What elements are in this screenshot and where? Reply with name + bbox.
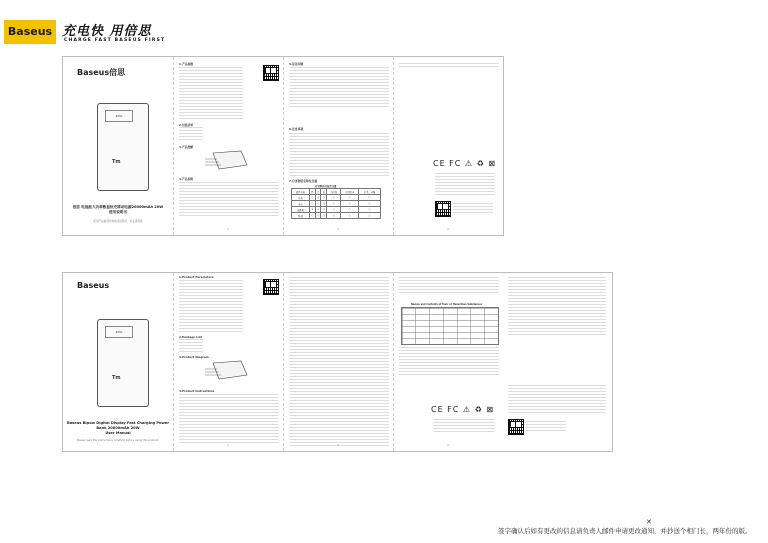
- table-header-cell: 部件名称: [292, 189, 310, 195]
- cover-subtitle: 使用产品前请仔细阅读说明书，并妥善保管: [93, 220, 143, 223]
- brand-subslogan: CHARGE FAST BASEUS FIRST: [64, 38, 166, 43]
- section-heading: 2.包装清单: [179, 123, 194, 127]
- table-cell: ○: [317, 208, 320, 211]
- approval-note: 签字确认后如有更改的信息请负责人邮件申请更改通知，并抄送个相门长，两年份的版。: [498, 527, 752, 535]
- qr-code-icon: [435, 201, 451, 217]
- certification-marks: CE FC ⚠ ♻ ⊠: [431, 405, 495, 414]
- section-heading: 6.注意事项: [289, 127, 304, 131]
- contact-info: [526, 421, 566, 433]
- fold-line: [393, 273, 394, 451]
- table-header-cell: 六价铬: [327, 189, 341, 195]
- table-cell: ○: [322, 208, 325, 211]
- company-info: [433, 419, 495, 433]
- table-row: [292, 213, 381, 219]
- manual-sheet-english-back: [502, 272, 613, 452]
- section-heading: 3.产品图解: [179, 145, 194, 149]
- brand-logo: Baseus: [4, 20, 56, 44]
- table-cell: ○: [311, 196, 314, 199]
- fold-line: [173, 273, 174, 451]
- table-header-cell: 多溴联苯: [341, 189, 359, 195]
- table-cell: 外壳: [292, 195, 310, 201]
- section-heading: 4.Product Instructions: [179, 389, 215, 393]
- table-cell: ○: [327, 207, 341, 213]
- manual-sheet-english: [62, 272, 504, 452]
- table-cell: ○: [359, 201, 381, 207]
- section-heading: 2.Package List: [179, 335, 202, 339]
- product-diagram: [203, 149, 251, 173]
- cover-title-line2: User Manual: [105, 431, 131, 435]
- notes-text: [399, 63, 499, 69]
- device-screen: 20%: [105, 326, 133, 338]
- table-header-cell: 汞: [316, 190, 320, 194]
- table-cell: 电路板: [292, 207, 310, 213]
- page-number: 2: [337, 443, 339, 447]
- table-header-cell: 镉: [322, 190, 326, 194]
- table-header-cell: 铅: [311, 190, 314, 194]
- contact-info: [453, 203, 493, 215]
- crop-mark-icon: ✕: [646, 518, 652, 526]
- cover-title-line1: Baseus Bipow Digital Display Fast Charging Power Bank 20000mAh 20W: [67, 421, 169, 430]
- table-cell: ○: [341, 207, 359, 213]
- product-diagram: [203, 359, 251, 383]
- power-bank-illustration: [97, 103, 149, 191]
- hazardous-substances-table: [401, 307, 499, 345]
- package-list: [179, 339, 203, 353]
- table-cell: ○: [359, 195, 381, 201]
- parameter-list: [179, 280, 243, 332]
- table-cell: ○: [317, 196, 320, 199]
- page-number: 3: [447, 443, 449, 447]
- company-info: [508, 385, 606, 413]
- table-cell: ○: [341, 201, 359, 207]
- section-heading: 4.产品说明: [179, 177, 194, 181]
- table-cell: ○: [322, 214, 325, 217]
- table-cell: 电芯: [292, 201, 310, 207]
- section-heading: 3.Product Diagram: [179, 355, 209, 359]
- table-title: 有害物质名称及含量: [315, 185, 337, 188]
- precautions-text: [289, 133, 389, 177]
- table-cell: ○: [327, 201, 341, 207]
- instructions-text: [179, 394, 279, 444]
- device-screen: 20%: [105, 110, 133, 122]
- table-cell: ○: [341, 195, 359, 201]
- table-cell: ○: [327, 213, 341, 219]
- table-cell: ○: [317, 202, 320, 205]
- table-cell: ○: [322, 202, 325, 205]
- qr-code-icon: [508, 419, 524, 435]
- parameter-list: [179, 67, 243, 119]
- table-title: Names and Contents of Toxic or Hazardous Substances: [411, 303, 483, 306]
- table-cell: ○: [359, 213, 381, 219]
- section-heading: 1.Product Parameters: [179, 275, 214, 279]
- hazard-intro-text: [399, 277, 499, 295]
- cover-title-line2: 使用说明书: [109, 210, 127, 214]
- fold-line: [283, 273, 284, 451]
- table-cell: ○: [311, 202, 314, 205]
- fold-line: [283, 57, 284, 235]
- cover-subtitle: Please read the instructions carefully before using this product.: [76, 439, 160, 442]
- company-info: [435, 173, 495, 197]
- faq-text: [289, 277, 389, 447]
- table-cell: ○: [322, 196, 325, 199]
- fold-line: [173, 57, 174, 235]
- table-cell: ○: [327, 195, 341, 201]
- cover-title-line1: 倍思 电池能大功率数显快充移动电源20000mAh 20W: [72, 205, 164, 209]
- hazard-notes-text: [399, 347, 499, 377]
- cover-brand: Baseus: [77, 281, 110, 290]
- device-badge: Tm: [112, 159, 121, 165]
- page-number: 2: [337, 227, 339, 231]
- page-number: 1: [227, 227, 229, 231]
- power-bank-illustration: [97, 319, 149, 407]
- package-list: [179, 127, 203, 141]
- page-number: 3: [447, 227, 449, 231]
- table-cell: ○: [311, 214, 314, 217]
- section-heading: 1.产品参数: [179, 62, 194, 66]
- cover-title: [67, 421, 169, 436]
- qr-code-icon: [263, 65, 279, 81]
- hazardous-substances-table: [291, 188, 381, 219]
- cover-brand: Baseus倍思: [77, 68, 126, 77]
- fold-line: [393, 57, 394, 235]
- table-header-cell: 多溴二苯醚: [359, 189, 381, 195]
- certification-marks: CE FC ⚠ ♻ ⊠: [433, 159, 497, 168]
- table-cell: 线材: [292, 213, 310, 219]
- manual-sheet-chinese: [62, 56, 504, 236]
- cover-title: [67, 205, 169, 215]
- table-cell: ×: [311, 208, 314, 211]
- device-badge: Tm: [112, 375, 121, 381]
- table-cell: ○: [341, 213, 359, 219]
- section-heading: 7.有害物质名称及含量: [289, 179, 318, 183]
- page-number: 1: [227, 443, 229, 447]
- faq-text: [289, 67, 389, 107]
- table-cell: ○: [317, 214, 320, 217]
- brand-slogan: 充电快 用倍思: [62, 24, 152, 39]
- disposal-text: [508, 277, 606, 337]
- section-heading: 5.常见问题: [289, 62, 304, 66]
- qr-code-icon: [263, 279, 279, 295]
- instructions-text: [179, 182, 279, 216]
- table-cell: ○: [359, 207, 381, 213]
